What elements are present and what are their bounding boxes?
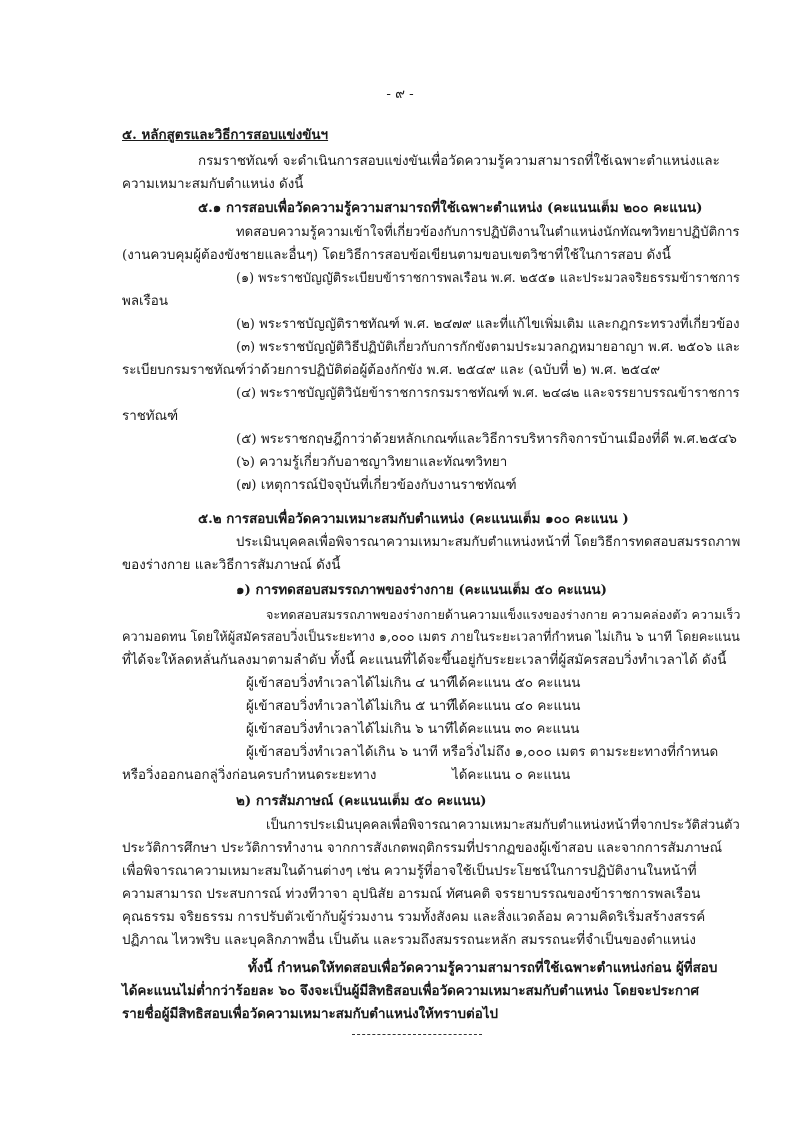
- s51-item-3: (๓) พระราชบัญญัติวิธีปฏิบัติเกี่ยวกับการกักขังตามประมวลกฎหมายอาญา พ.ศ. ๒๕๐๖ และ: [236, 340, 740, 355]
- s52-desc-1: ประเมินบุคคลเพื่อพิจารณาความเหมาะสมกับตำแหน่งหน้าที่ โดยวิธีการทดสอบสมรรถภาพ: [236, 535, 741, 550]
- interview-line-3: เพื่อพิจารณาความเหมาะสมในด้านต่างๆ เช่น ความรู้ที่อาจใช้เป็นประโยชน์ในการปฏิบัติงานในหน้าที่: [122, 864, 697, 879]
- score-row-1-condition: ผู้เข้าสอบวิ่งทำเวลาได้ไม่เกิน ๔ นาที: [246, 676, 456, 691]
- interview-line-4: ความสามารถ ประสบการณ์ ท่วงทีวาจา อุปนิสัย อารมณ์ ทัศนคติ จรรยาบรรณของข้าราชการพลเรือน: [122, 887, 701, 902]
- s51-item-5: (๕) พระราชกฤษฎีกาว่าด้วยหลักเกณฑ์และวิธีการบริหารกิจการบ้านเมืองที่ดี พ.ศ.๒๕๔๖: [236, 432, 737, 447]
- conclusion-line-3: รายชื่อผู้มีสิทธิสอบเพื่อวัดความเหมาะสมกับตำแหน่งให้ทราบต่อไป: [122, 1006, 499, 1022]
- interview-line-1: เป็นการประเมินบุคคลเพื่อพิจารณาความเหมาะสมกับตำแหน่งหน้าที่จากประวัติส่วนตัว: [266, 818, 740, 833]
- subsection-5-1-title: ๕.๑ การสอบเพื่อวัดความรู้ความสามารถที่ใช้เฉพาะตำแหน่ง (คะแนนเต็ม ๒๐๐ คะแนน): [198, 200, 703, 216]
- fitness-para-2: ความอดทน โดยให้ผู้สมัครสอบวิ่งเป็นระยะทาง ๑,๐๐๐ เมตร ภายในระยะเวลาที่กำหนด ไม่เกิน ๖ นาที โดยคะแนน: [122, 630, 740, 645]
- s51-desc-1: ทดสอบความรู้ความเข้าใจที่เกี่ยวข้องกับการปฏิบัติงานในตำแหน่งนักทัณฑวิทยาปฏิบัติการ: [236, 225, 740, 240]
- s51-item-2: (๒) พระราชบัญญัติราชทัณฑ์ พ.ศ. ๒๔๗๙ และที่แก้ไขเพิ่มเติม และกฎกระทรวงที่เกี่ยวข้อง: [236, 317, 740, 332]
- score-row-3-condition: ผู้เข้าสอบวิ่งทำเวลาได้ไม่เกิน ๖ นาที: [246, 722, 454, 737]
- s51-item-6: (๖) ความรู้เกี่ยวกับอาชญาวิทยาและทัณฑวิทยา: [236, 455, 508, 470]
- score-row-2-score: ได้คะแนน ๔๐ คะแนน: [452, 699, 581, 714]
- conclusion-line-2: ได้คะแนนไม่ต่ำกว่าร้อยละ ๖๐ จึงจะเป็นผู้มีสิทธิสอบเพื่อวัดความเหมาะสมกับตำแหน่ง โดยจะประกาศ: [122, 983, 699, 999]
- fitness-para-1: จะทดสอบสมรรถภาพของร่างกายด้านความแข็งแรงของร่างกาย ความคล่องตัว ความเร็ว: [266, 607, 741, 622]
- score-row-4-condition: ผู้เข้าสอบวิ่งทำเวลาได้เกิน ๖ นาที หรือวิ่งไม่ถึง ๑,๐๐๐ เมตร ตามระยะทางที่กำหนด: [246, 745, 719, 760]
- interview-line-2: ประวัติการศึกษา ประวัติการทำงาน จากการสังเกตพฤติกรรมที่ปรากฏของผู้เข้าสอบ และจากการสัมภาษณ์: [122, 841, 723, 856]
- score-row-1-score: ได้คะแนน ๕๐ คะแนน: [452, 676, 581, 691]
- section-title: ๕. หลักสูตรและวิธีการสอบแข่งขันฯ: [122, 127, 329, 143]
- score-row-4-score: ได้คะแนน ๐ คะแนน: [452, 768, 571, 783]
- subsection-5-2-title: ๕.๒ การสอบเพื่อวัดความเหมาะสมกับตำแหน่ง (คะแนนเต็ม ๑๐๐ คะแนน ): [198, 511, 629, 527]
- s51-item-1: (๑) พระราชบัญญัติระเบียบข้าราชการพลเรือน พ.ศ. ๒๕๕๑ และประมวลจริยธรรมข้าราชการ: [236, 271, 740, 286]
- interview-title: ๒) การสัมภาษณ์ (คะแนนเต็ม ๕๐ คะแนน): [236, 793, 487, 809]
- intro-line-2: ความเหมาะสมกับตำแหน่ง ดังนี้: [122, 177, 304, 192]
- intro-line-1: กรมราชทัณฑ์ จะดำเนินการสอบแข่งขันเพื่อวัดความรู้ความสามารถที่ใช้เฉพาะตำแหน่งและ: [198, 154, 720, 169]
- score-row-2-condition: ผู้เข้าสอบวิ่งทำเวลาได้ไม่เกิน ๕ นาที: [246, 699, 456, 714]
- page-number: - ๙ -: [386, 87, 414, 102]
- conclusion-line-1: ทั้งนี้ กำหนดให้ทดสอบเพื่อวัดความรู้ความสามารถที่ใช้เฉพาะตำแหน่งก่อน ผู้ที่สอบ: [248, 960, 718, 976]
- interview-line-5: คุณธรรม จริยธรรม การปรับตัวเข้ากับผู้ร่วมงาน รวมทั้งสังคม และสิ่งแวดล้อม ความคิดริเริ่มสร้างสรรค์: [122, 910, 706, 925]
- s52-desc-2: ของร่างกาย และวิธีการสัมภาษณ์ ดังนี้: [122, 558, 341, 573]
- s51-item-4: (๔) พระราชบัญญัติวินัยข้าราชการกรมราชทัณฑ์ พ.ศ. ๒๔๘๒ และจรรยาบรรณข้าราชการ: [236, 386, 740, 401]
- s51-desc-2: (งานควบคุมผู้ต้องขังชายและอื่นๆ) โดยวิธีการสอบข้อเขียนตามขอบเขตวิชาที่ใช้ในการสอบ ดังนี้: [122, 248, 671, 263]
- score-row-4-condition-cont: หรือวิ่งออกนอกลู่วิ่งก่อนครบกำหนดระยะทาง: [122, 768, 377, 783]
- s51-item-4-cont: ราชทัณฑ์: [122, 409, 179, 424]
- s51-item-1-cont: พลเรือน: [122, 294, 168, 309]
- interview-line-6: ปฏิภาณ ไหวพริบ และบุคลิกภาพอื่น เป็นต้น และรวมถึงสมรรถนะหลัก สมรรถนะที่จำเป็นของตำแหน่ง: [122, 933, 696, 948]
- fitness-title: ๑) การทดสอบสมรรถภาพของร่างกาย (คะแนนเต็ม ๕๐ คะแนน): [236, 582, 607, 598]
- end-divider: [352, 1034, 482, 1035]
- s51-item-3-cont: ระเบียบกรมราชทัณฑ์ว่าด้วยการปฏิบัติต่อผู้ต้องกักขัง พ.ศ. ๒๕๔๙ และ (ฉบับที่ ๒) พ.ศ. ๒๕๔๙: [122, 363, 661, 378]
- fitness-para-3: ที่ได้จะให้ลดหลั่นกันลงมาตามลำดับ ทั้งนี้ คะแนนที่ได้จะขึ้นอยู่กับระยะเวลาที่ผู้สมัครสอบวิ่งทำเวลาได้ ดังนี้: [122, 653, 727, 668]
- s51-item-7: (๗) เหตุการณ์ปัจจุบันที่เกี่ยวข้องกับงานราชทัณฑ์: [236, 478, 517, 493]
- score-row-3-score: ได้คะแนน ๓๐ คะแนน: [452, 722, 580, 737]
